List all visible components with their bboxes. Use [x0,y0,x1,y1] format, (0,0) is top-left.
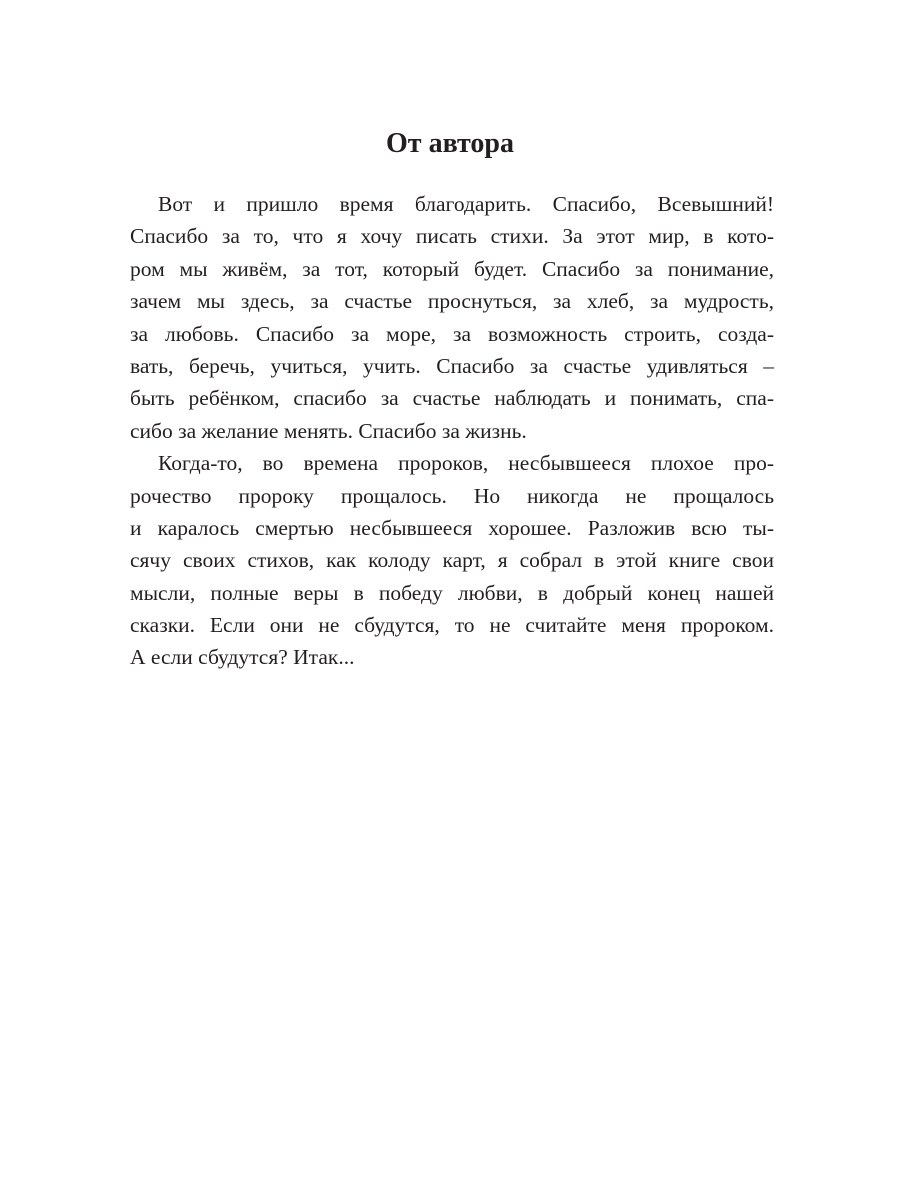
text-line: мысли, полные веры в победу любви, в добрый конец нашей [130,580,774,605]
paragraph-2 [130,447,774,674]
text-line: ром мы живём, за тот, который будет. Спасибо за понимание, [130,256,774,281]
text-line: Вот и пришло время благодарить. Спасибо, Всевышний! [158,192,774,216]
body-text [130,188,774,674]
text-line: быть ребёнком, спасибо за счастье наблюдать и понимать, спа- [130,386,774,411]
chapter-heading: От автора [386,128,514,159]
text-line: рочество пророку прощалось. Но никогда не прощалось [130,483,774,508]
text-line: Спасибо за то, что я хочу писать стихи. За этот мир, в кото- [130,224,774,249]
text-line: и каралось смертью несбывшееся хорошее. Разложив всю ты- [130,515,774,540]
text-line: Когда-то, во времена пророков, несбывшееся плохое про- [158,451,774,476]
text-line: А если сбудутся? Итак... [130,645,355,670]
paragraph-1 [130,188,774,447]
text-line: сибо за желание менять. Спасибо за жизнь. [130,418,527,443]
text-line: вать, беречь, учиться, учить. Спасибо за счастье удивляться – [130,353,774,378]
text-line: сказки. Если они не сбудутся, то не считайте меня пророком. [130,613,774,638]
text-line: сячу своих стихов, как колоду карт, я собрал в этой книге свои [130,548,774,573]
text-line: зачем мы здесь, за счастье проснуться, за хлеб, за мудрость, [130,289,774,314]
text-line: за любовь. Спасибо за море, за возможность строить, созда- [130,321,774,346]
